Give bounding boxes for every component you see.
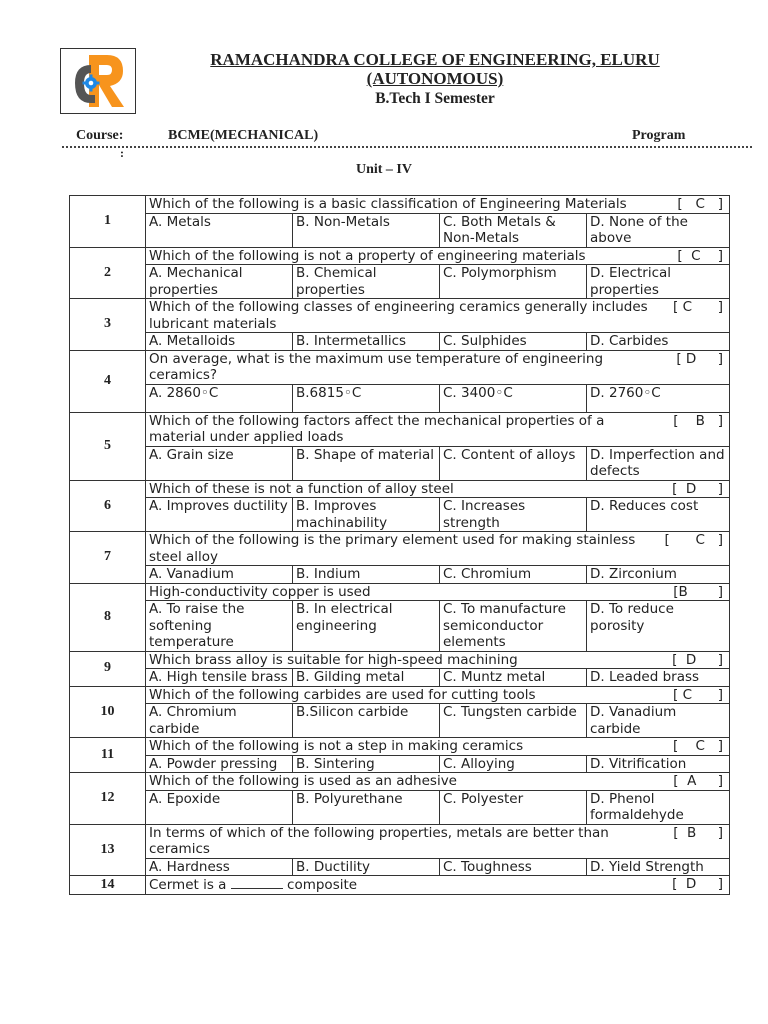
question-number: 9 [70, 651, 146, 686]
question-text: Which of the following is not a property of engineering materials [146, 247, 658, 265]
question-text: Which of the following is used as an adhesive [146, 773, 658, 791]
option-b: B. Improves machinability [293, 498, 440, 532]
answer-key: [ C ] [658, 738, 730, 756]
question-text [146, 876, 658, 895]
course-label: Course: [76, 128, 124, 143]
option-a: A. Metalloids [146, 333, 293, 351]
question-row [70, 196, 730, 214]
option-c: C. To manufacture semiconductor elements [440, 601, 587, 652]
option-c: C. Polyester [440, 790, 587, 824]
option-d: D. Yield Strength [587, 858, 730, 876]
option-b: B. Polyurethane [293, 790, 440, 824]
option-c: C. Both Metals & Non-Metals [440, 213, 587, 247]
question-text: Which of the following carbides are used for cutting tools [146, 686, 658, 704]
option-d: D. Imperfection and defects [587, 446, 730, 480]
question-text-start: Cermet is a [149, 877, 227, 893]
option-c: C. Polymorphism [440, 265, 587, 299]
answer-key: [ C ] [658, 299, 730, 333]
question-row [70, 773, 730, 791]
option-a: A. High tensile brass [146, 669, 293, 687]
option-b: B. Ductility [293, 858, 440, 876]
option-d: D. 2760◦C [587, 384, 730, 412]
answer-key: [ D ] [658, 651, 730, 669]
course-value: BCME(MECHANICAL) [168, 128, 319, 143]
question-number: 2 [70, 247, 146, 299]
question-number: 10 [70, 686, 146, 738]
question-number: 13 [70, 824, 146, 876]
dotted-divider [62, 146, 752, 148]
question-text: Which of the following is not a step in making ceramics [146, 738, 658, 756]
course-colon: : [120, 146, 124, 160]
question-text: Which of the following classes of engineering ceramics generally includes lubricant materials [146, 299, 658, 333]
option-b: B. Non-Metals [293, 213, 440, 247]
option-d: D. Electrical properties [587, 265, 730, 299]
question-row [70, 299, 730, 333]
question-row [70, 583, 730, 601]
option-c: C. Increases strength [440, 498, 587, 532]
option-c: C. Toughness [440, 858, 587, 876]
question-row [70, 738, 730, 756]
unit-heading: Unit – IV [355, 162, 412, 177]
options-row [70, 446, 730, 480]
college-logo [60, 48, 136, 114]
option-b: B.6815◦C [293, 384, 440, 412]
question-text: On average, what is the maximum use temperature of engineering ceramics? [146, 350, 658, 384]
options-row [70, 858, 730, 876]
question-number: 4 [70, 350, 146, 412]
option-a: A. Metals [146, 213, 293, 247]
option-d: D. Zirconium [587, 566, 730, 584]
option-d: D. To reduce porosity [587, 601, 730, 652]
answer-key: [ D ] [658, 350, 730, 384]
question-text: Which of the following factors affect the mechanical properties of a material under applied loads [146, 412, 658, 446]
option-d: D. Reduces cost [587, 498, 730, 532]
answer-key: [B ] [658, 583, 730, 601]
answer-key: [ D ] [658, 876, 730, 895]
answer-key: [ C ] [658, 196, 730, 214]
question-number: 8 [70, 583, 146, 651]
question-number: 7 [70, 532, 146, 584]
rcee-logo-icon [61, 49, 134, 112]
option-c: C. Sulphides [440, 333, 587, 351]
option-b: B. Sintering [293, 755, 440, 773]
option-c: C. Muntz metal [440, 669, 587, 687]
option-d: D. Vanadium carbide [587, 704, 730, 738]
option-b: B. Gilding metal [293, 669, 440, 687]
program-label: Program [632, 128, 686, 143]
option-a: A. Improves ductility [146, 498, 293, 532]
answer-key: [ D ] [658, 480, 730, 498]
college-title [150, 50, 720, 88]
options-row [70, 265, 730, 299]
question-row [70, 651, 730, 669]
options-row [70, 704, 730, 738]
question-number: 6 [70, 480, 146, 532]
options-row [70, 333, 730, 351]
question-row [70, 412, 730, 446]
option-d: D. Leaded brass [587, 669, 730, 687]
option-d: D. None of the above [587, 213, 730, 247]
option-c: C. Content of alloys [440, 446, 587, 480]
question-text: Which of the following is the primary element used for making stainless steel alloy [146, 532, 658, 566]
options-row [70, 790, 730, 824]
options-row [70, 498, 730, 532]
option-a: A. Mechanical properties [146, 265, 293, 299]
answer-key: [ B ] [658, 824, 730, 858]
options-row [70, 601, 730, 652]
option-b: B.Silicon carbide [293, 704, 440, 738]
answer-key: [ C ] [658, 247, 730, 265]
question-row [70, 480, 730, 498]
answer-key: [ B ] [658, 412, 730, 446]
option-a: A. Epoxide [146, 790, 293, 824]
option-a: A. Hardness [146, 858, 293, 876]
question-row [70, 350, 730, 384]
question-row [70, 532, 730, 566]
question-text: In terms of which of the following properties, metals are better than ceramics [146, 824, 658, 858]
options-row [70, 384, 730, 412]
option-a: A. Vanadium [146, 566, 293, 584]
fill-blank [231, 876, 283, 889]
option-b: B. In electrical engineering [293, 601, 440, 652]
option-a: A. Grain size [146, 446, 293, 480]
question-text: Which of these is not a function of alloy steel [146, 480, 658, 498]
option-c: C. Chromium [440, 566, 587, 584]
options-row [70, 566, 730, 584]
options-row [70, 755, 730, 773]
option-a: A. Powder pressing [146, 755, 293, 773]
question-number: 1 [70, 196, 146, 248]
option-b: B. Chemical properties [293, 265, 440, 299]
answer-key: [ A ] [658, 773, 730, 791]
question-text: Which brass alloy is suitable for high-speed machining [146, 651, 658, 669]
option-c: C. 3400◦C [440, 384, 587, 412]
option-b: B. Shape of material [293, 446, 440, 480]
question-text-end: composite [287, 877, 358, 893]
question-row [70, 824, 730, 858]
question-row [70, 247, 730, 265]
college-status: (AUTONOMOUS) [366, 69, 504, 88]
option-b: B. Indium [293, 566, 440, 584]
option-a: A. To raise the softening temperature [146, 601, 293, 652]
option-b: B. Intermetallics [293, 333, 440, 351]
semester-title: B.Tech I Semester [375, 90, 495, 107]
answer-key: [ C ] [658, 686, 730, 704]
question-row [70, 686, 730, 704]
option-c: C. Alloying [440, 755, 587, 773]
options-row [70, 213, 730, 247]
option-a: A. Chromium carbide [146, 704, 293, 738]
questions-table [69, 195, 730, 895]
question-number: 11 [70, 738, 146, 773]
question-row [70, 876, 730, 895]
question-number: 14 [70, 876, 146, 895]
option-c: C. Tungsten carbide [440, 704, 587, 738]
college-name: RAMACHANDRA COLLEGE OF ENGINEERING, ELURU [210, 50, 660, 69]
options-row [70, 669, 730, 687]
answer-key: [ C ] [658, 532, 730, 566]
option-d: D. Vitrification [587, 755, 730, 773]
question-text: Which of the following is a basic classification of Engineering Materials [146, 196, 658, 214]
question-number: 12 [70, 773, 146, 825]
option-a: A. 2860◦C [146, 384, 293, 412]
option-d: D. Carbides [587, 333, 730, 351]
question-number: 3 [70, 299, 146, 351]
question-number: 5 [70, 412, 146, 480]
question-text: High-conductivity copper is used [146, 583, 658, 601]
option-d: D. Phenol formaldehyde [587, 790, 730, 824]
